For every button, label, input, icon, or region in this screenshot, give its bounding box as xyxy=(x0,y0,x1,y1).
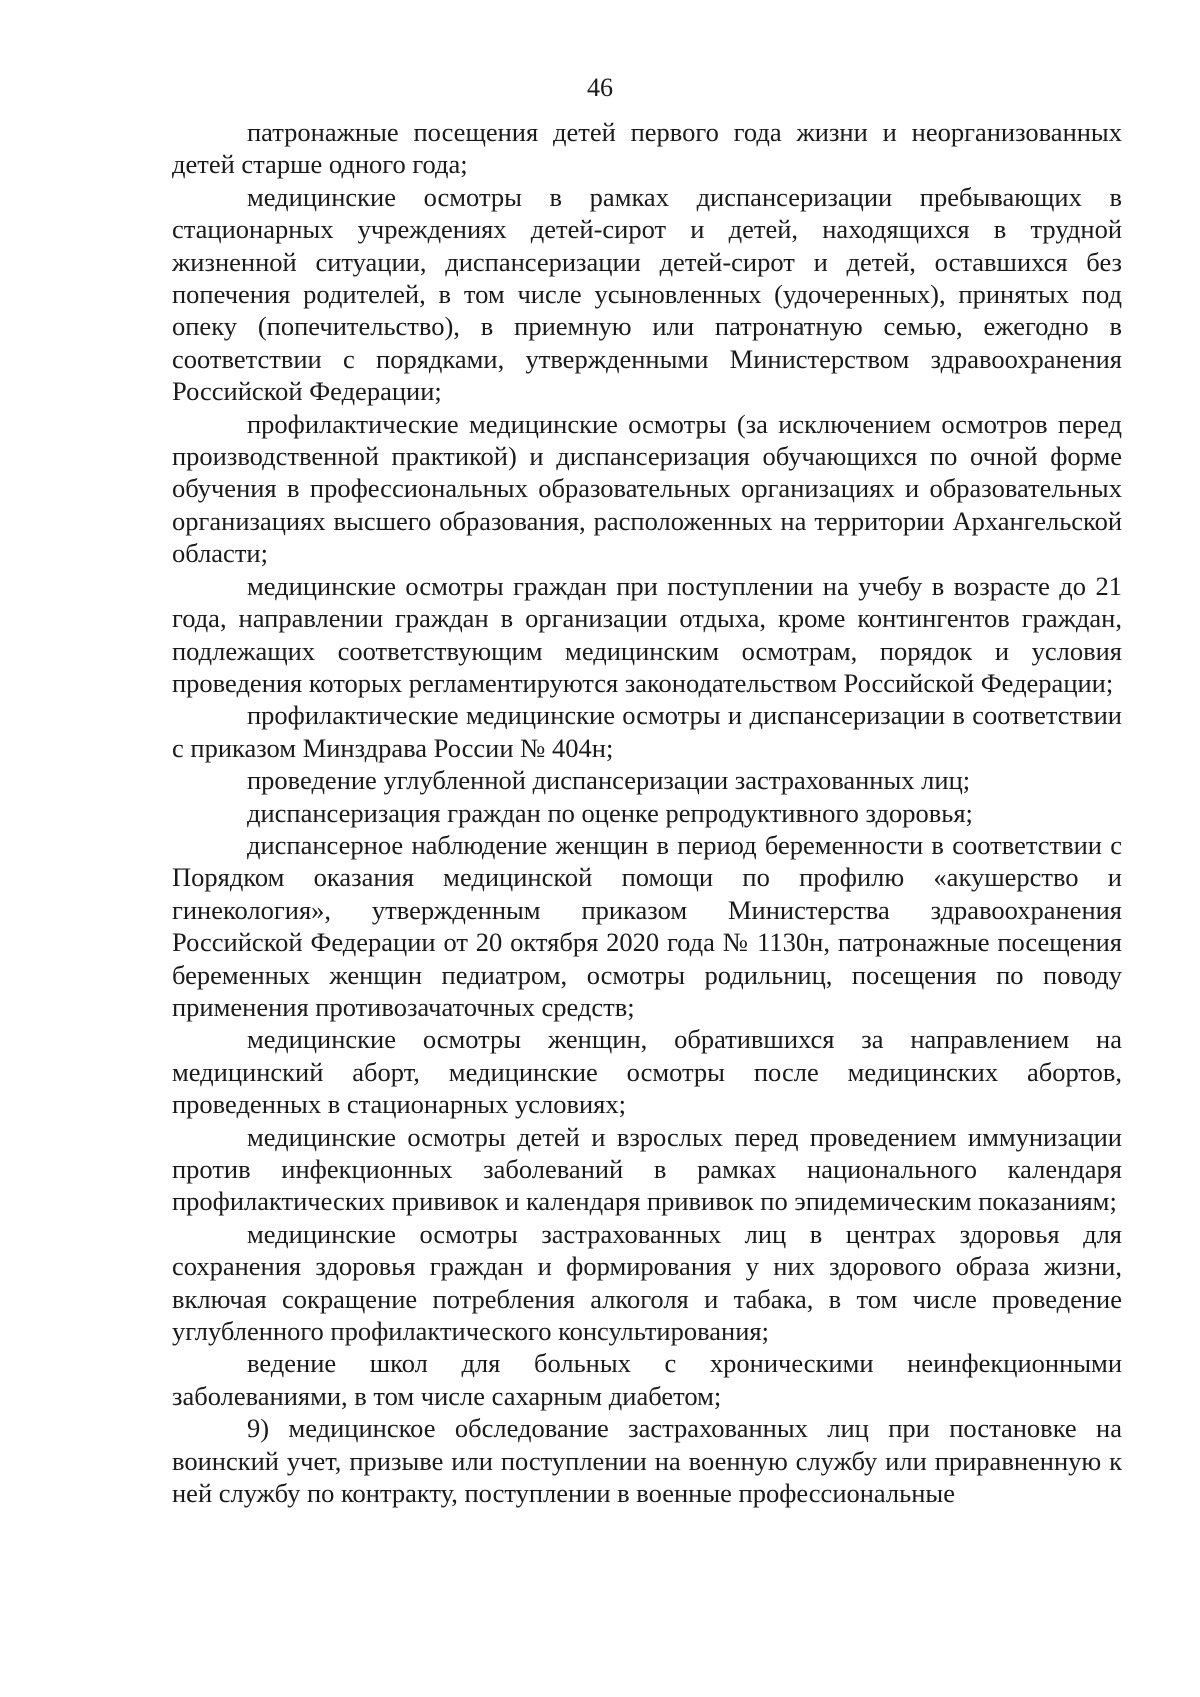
paragraph: медицинские осмотры граждан при поступлении на учебу в возрасте до 21 года, направлении граждан в организации отдыха, кроме контингентов граждан, подлежащих соответствующим медицинским осмотрам, порядок и условия проведения которых регламентируются законодательством Российской Федерации; xyxy=(172,570,1122,698)
paragraph: медицинские осмотры детей и взрослых перед проведением иммунизации против инфекционных заболеваний в рамках национального календаря профилактических прививок и календаря прививок по эпидемическим показаниям; xyxy=(172,1121,1122,1217)
page-number: 46 xyxy=(587,73,613,102)
paragraph: медицинские осмотры в рамках диспансеризации пребывающих в стационарных учреждениях детей-сирот и детей, находящихся в трудной жизненной ситуации, диспансеризации детей-сирот и детей, оставшихся без попечения родителей, в том числе усыновленных (удочеренных), принятых под опеку (попечительство), в приемную или патронатную семью, ежегодно в соответствии с порядками, утвержденными Министерством здравоохранения Российской Федерации; xyxy=(172,181,1122,407)
paragraph: медицинские осмотры застрахованных лиц в центрах здоровья для сохранения здоровья граждан и формирования у них здорового образа жизни, включая сокращение потребления алкоголя и табака, в том числе проведение углубленного профилактического консультирования; xyxy=(172,1218,1122,1347)
paragraph: ведение школ для больных с хроническими неинфекционными заболеваниями, в том числе сахарным диабетом; xyxy=(172,1348,1122,1411)
paragraph: профилактические медицинские осмотры (за исключением осмотров перед производственной практикой) и диспансеризация обучающихся по очной форме обучения в профессиональных образовательных организациях и образовательных организациях высшего образования, расположенных на территории Архангельской области; xyxy=(172,408,1122,569)
paragraph: медицинские осмотры женщин, обратившихся за направлением на медицинский аборт, медицинские осмотры после медицинских абортов, проведенных в стационарных условиях; xyxy=(172,1024,1122,1120)
paragraph: диспансерное наблюдение женщин в период беременности в соответствии с Порядком оказания медицинской помощи по профилю «акушерство и гинекология», утвержденным приказом Министерства здравоохранения Российской Федерации от 20 октября 2020 года № 1130н, патронажные посещения беременных женщин педиатром, осмотры родильниц, посещения по поводу применения противозачаточных средств; xyxy=(172,829,1122,1022)
paragraph: патронажные посещения детей первого года жизни и неорганизованных детей старше одного года; xyxy=(172,117,1122,180)
paragraph: проведение углубленной диспансеризации застрахованных лиц; xyxy=(247,765,971,796)
paragraph: 9) медицинское обследование застрахованных лиц при постановке на воинский учет, призыве или поступлении на военную службу или приравненную к ней службу по контракту, поступлении в военные профессиональные xyxy=(172,1413,1122,1509)
document-body xyxy=(172,116,1122,1509)
paragraph: профилактические медицинские осмотры и диспансеризации в соответствии с приказом Минздрава России № 404н; xyxy=(172,700,1122,763)
paragraph: диспансеризация граждан по оценке репродуктивного здоровья; xyxy=(247,797,973,828)
